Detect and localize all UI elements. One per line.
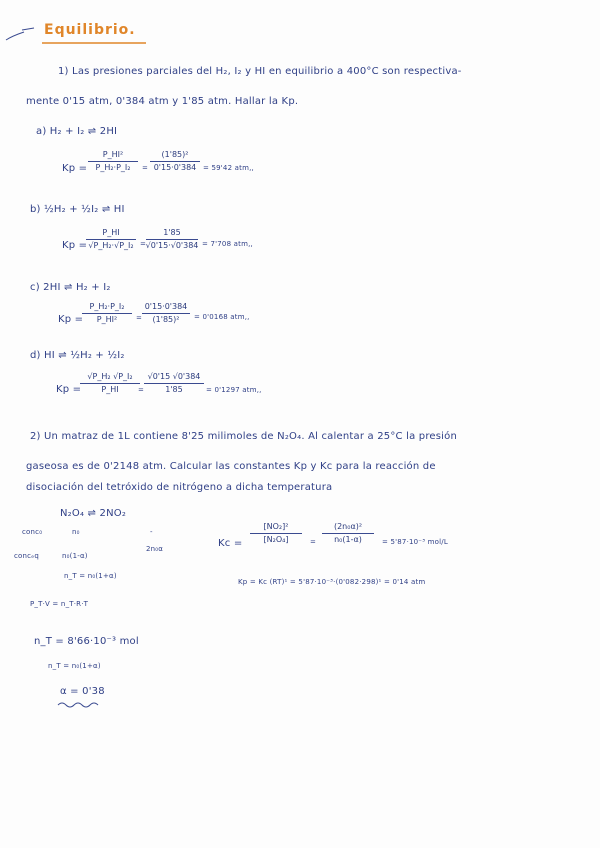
- equals-sign: =: [140, 240, 147, 248]
- problem1b-fraction-numeric: [146, 228, 198, 251]
- equilibrium-left: n₀(1-α): [62, 552, 88, 560]
- fraction-bar: [144, 383, 204, 384]
- problem1a-fraction-numeric: [150, 150, 200, 173]
- problem1b-result: = 7'708 atm,,: [202, 240, 253, 248]
- equals-sign: =: [136, 314, 143, 322]
- problem1d-fraction-symbolic: [80, 372, 140, 395]
- denominator: P_HI²: [96, 315, 118, 324]
- denominator: n₀(1-α): [334, 535, 362, 544]
- kc-fraction-numeric: [322, 522, 374, 545]
- problem1-statement-line2: mente 0'15 atm, 0'384 atm y 1'85 atm. Hallar la Kp.: [26, 96, 299, 107]
- equals-sign: =: [138, 386, 145, 394]
- row-label-equilibrium: concₑq: [14, 552, 39, 560]
- fraction-bar: [150, 161, 200, 162]
- problem1a-reaction: a) H₂ + I₂ ⇌ 2HI: [36, 126, 118, 137]
- kc-result: = 5'87·10⁻³ mol/L: [382, 538, 448, 546]
- kc-fraction-symbolic: [250, 522, 302, 545]
- problem1c-fraction-numeric: [142, 302, 190, 325]
- fraction-bar: [88, 161, 138, 162]
- ideal-gas-law: P_T·V = n_T·R·T: [30, 600, 89, 608]
- denominator: P_H₂·P_I₂: [95, 163, 131, 172]
- numerator: P_HI²: [102, 150, 124, 159]
- page-title: Equilibrio.: [44, 22, 136, 38]
- fraction-bar: [146, 239, 198, 240]
- fraction-bar: [80, 383, 140, 384]
- numerator: P_HI: [102, 228, 120, 237]
- fraction-bar: [250, 533, 302, 534]
- alpha-result: α = 0'38: [60, 686, 105, 697]
- denominator: √0'15·√0'384: [145, 241, 199, 250]
- numerator: [NO₂]²: [263, 522, 289, 531]
- numerator: (2n₀α)²: [333, 522, 363, 531]
- initial-right: -: [150, 528, 153, 536]
- alpha-underline-squiggle: [56, 700, 106, 710]
- moles-total-value: n_T = 8'66·10⁻³ mol: [34, 636, 139, 647]
- fraction-bar: [82, 313, 132, 314]
- fraction-bar: [86, 239, 136, 240]
- problem2-statement-line1: 2) Un matraz de 1L contiene 8'25 milimoles de N₂O₄. Al calentar a 25°C la presión: [30, 431, 458, 442]
- denominator: P_HI: [101, 385, 119, 394]
- denominator: 0'15·0'384: [153, 163, 197, 172]
- problem2-statement-line3: disociación del tetróxido de nitrógeno a dicha temperatura: [26, 482, 333, 493]
- moles-total-expression-2: n_T = n₀(1+α): [48, 662, 101, 670]
- problem1d-kp-label: Kp =: [56, 384, 82, 395]
- problem1a-fraction-symbolic: [88, 150, 138, 173]
- problem1c-result: = 0'0168 atm,,: [194, 313, 250, 321]
- numerator: 0'15·0'384: [144, 302, 188, 311]
- title-underline: [40, 40, 150, 46]
- fraction-bar: [322, 533, 374, 534]
- numerator: P_H₂·P_I₂: [89, 302, 125, 311]
- equilibrium-right: 2n₀α: [146, 545, 164, 553]
- equals-sign: =: [142, 164, 149, 172]
- kp-calculation: Kp = Kc (RT)¹ = 5'87·10⁻³·(0'082·298)¹ = 0'14 atm: [238, 578, 426, 586]
- row-label-initial: conc₀: [22, 528, 43, 536]
- problem1d-reaction: d) HI ⇌ ½H₂ + ½I₂: [30, 350, 125, 361]
- moles-total-expression: n_T = n₀(1+α): [64, 572, 117, 580]
- problem1b-reaction: b) ½H₂ + ½I₂ ⇌ HI: [30, 204, 125, 215]
- problem1c-reaction: c) 2HI ⇌ H₂ + I₂: [30, 282, 111, 293]
- problem2-reaction: N₂O₄ ⇌ 2NO₂: [60, 508, 127, 519]
- denominator: [N₂O₄]: [263, 535, 289, 544]
- denominator: √P_H₂·√P_I₂: [88, 241, 134, 250]
- numerator: √0'15 √0'384: [147, 372, 201, 381]
- problem1d-result: = 0'1297 atm,,: [206, 386, 262, 394]
- problem1-statement-line1: 1) Las presiones parciales del H₂, I₂ y HI en equilibrio a 400°C son respectiva-: [58, 66, 462, 77]
- margin-scribble: [4, 26, 40, 42]
- numerator: 1'85: [163, 228, 181, 237]
- problem1b-kp-label: Kp =: [62, 240, 88, 251]
- denominator: 1'85: [165, 385, 183, 394]
- problem2-statement-line2: gaseosa es de 0'2148 atm. Calcular las constantes Kp y Kc para la reacción de: [26, 461, 436, 472]
- equals-sign: =: [310, 538, 317, 546]
- problem1b-fraction-symbolic: [86, 228, 136, 251]
- problem1d-fraction-numeric: [144, 372, 204, 395]
- initial-left: n₀: [72, 528, 80, 536]
- problem1a-kp-label: Kp =: [62, 163, 88, 174]
- problem1c-fraction-symbolic: [82, 302, 132, 325]
- kc-label: Kc =: [218, 538, 243, 549]
- denominator: (1'85)²: [152, 315, 180, 324]
- fraction-bar: [142, 313, 190, 314]
- numerator: (1'85)²: [161, 150, 189, 159]
- problem1c-kp-label: Kp =: [58, 314, 84, 325]
- problem1a-result: = 59'42 atm,,: [203, 164, 254, 172]
- numerator: √P_H₂ √P_I₂: [87, 372, 133, 381]
